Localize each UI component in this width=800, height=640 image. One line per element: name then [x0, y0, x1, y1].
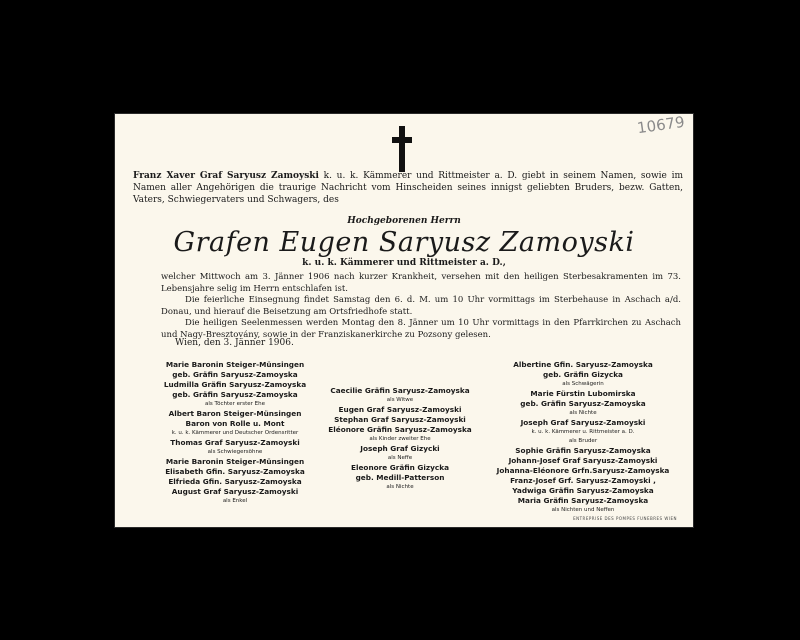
mourner-name: Caecilie Gräfin Saryusz-Zamoyska	[330, 386, 470, 395]
intro-text	[133, 170, 683, 206]
relation-note: als Schwiegersöhne	[207, 449, 263, 455]
honorific: Hochgeborenen Herrn	[347, 216, 461, 226]
deceased-name: Grafen Eugen Saryusz Zamoyski	[173, 227, 635, 258]
mourners-column-right	[483, 360, 683, 515]
mourner-name: Albert Baron Steiger-Münsingen	[168, 409, 302, 418]
relation-note: als Nichte	[569, 410, 597, 416]
death-notice-card	[115, 114, 693, 527]
relation-note: als Enkel	[222, 498, 248, 504]
mourner-name: Ludmilla Gräfin Saryusz-Zamoyska	[163, 380, 307, 389]
cross-icon	[392, 126, 412, 172]
mourner-name: Marie Baronin Steiger-Münsingen	[165, 457, 305, 466]
mourners-column-left	[145, 360, 325, 506]
mourner-name: Maria Gräfin Saryusz-Zamoyska	[517, 496, 649, 505]
mourner-name: geb. Gräfin Saryusz-Zamoyska	[172, 370, 298, 379]
mourner-name: August Graf Saryusz-Zamoyski	[171, 487, 299, 496]
mourner-name: Stephan Graf Saryusz-Zamoyski	[334, 415, 466, 424]
relation-note: als Nichten und Neffen	[551, 507, 615, 513]
mourner-name: Marie Baronin Steiger-Münsingen	[165, 360, 305, 369]
archive-number: 10679	[636, 112, 687, 138]
mourner-name: Sophie Gräfin Saryusz-Zamoyska	[515, 446, 651, 455]
mourner-name: Yadwiga Gräfin Saryusz-Zamoyska	[512, 486, 654, 495]
mourner-name: geb. Gräfin Saryusz-Zamoyska	[172, 390, 298, 399]
mourner-name: Joseph Graf Gizycki	[360, 444, 440, 453]
relation-note: als Witwe	[386, 397, 414, 403]
mourner-name: Baron von Rolle u. Mont	[185, 419, 285, 428]
paragraph: welcher Mittwoch am 3. Jänner 1906 nach kurzer Krankheit, versehen mit den heiligen Sterbesakramenten im 73. Lebensjahre selig im Herrn entschlafen ist.	[161, 272, 681, 294]
paragraph: Die feierliche Einsegnung findet Samstag den 6. d. M. um 10 Uhr vormittags im Sterbehause in Aschach a/d. Donau, und hierauf die Beisetzung am Ortsfriedhofe statt.	[161, 295, 681, 317]
mourner-name: geb. Medill-Patterson	[355, 473, 445, 482]
mourner-name: Eléonore Gräfin Saryusz-Zamoyska	[328, 425, 472, 434]
mourner-name: Johann-Josef Graf Saryusz-Zamoyski	[508, 456, 658, 465]
mourner-name: Albertine Gfin. Saryusz-Zamoyska	[513, 360, 653, 369]
mourner-name: geb. Gräfin Saryusz-Zamoyska	[520, 399, 646, 408]
paragraph: Die heiligen Seelenmessen werden Montag den 8. Jänner um 10 Uhr vormittags in den Pfarrkirchen zu Aschach und Nagy-Bresztovány, sowie in der Franziskanerkirche zu Pozsony gelesen.	[161, 318, 681, 340]
relation-note: als Neffe	[387, 455, 413, 461]
relation-note: als Bruder	[568, 438, 598, 444]
mourner-name: geb. Gräfin Gizycka	[543, 370, 623, 379]
mourner-name: Joseph Graf Saryusz-Zamoyski	[520, 418, 646, 427]
relation-note: als Schwägerin	[562, 381, 604, 387]
relation-note: als Kinder zweiter Ehe	[369, 436, 431, 442]
printer-imprint: ENTREPRISE DES POMPES FUNEBRES WIEN	[573, 516, 677, 521]
mourner-name: Franz-Josef Grf. Saryusz-Zamoyski ,	[510, 476, 656, 485]
deceased-title: k. u. k. Kämmerer und Rittmeister a. D.,	[302, 258, 506, 268]
mourners-column-center	[315, 386, 485, 492]
mourner-name: Elisabeth Gfin. Saryusz-Zamoyska	[165, 467, 305, 476]
date-line: Wien, den 3. Jänner 1906.	[175, 338, 294, 348]
mourner-name: Elfrieda Gfin. Saryusz-Zamoyska	[168, 477, 302, 486]
notice-body	[161, 272, 681, 341]
mourner-name: Thomas Graf Saryusz-Zamoyski	[170, 438, 300, 447]
relation-note: k. u. k. Kämmerer und Deutscher Ordensritter	[171, 430, 299, 436]
relation-note: als Nichte	[386, 484, 414, 490]
relation-note: k. u. k. Kämmerer u. Rittmeister a. D.	[531, 429, 635, 435]
intro-body: k. u. k. Kämmerer und Rittmeister a. D. giebt in seinem Namen, sowie im Namen aller Angehörigen die traurige Nachricht vom Hinscheiden seines innigst geliebten Bruders, bezw. Gatten, Vaters, Schwiegervaters und Schwagers, des	[133, 171, 683, 205]
mourner-name: Johanna-Eléonore Grfn.Saryusz-Zamoyska	[496, 466, 670, 475]
announcer-name: Franz Xaver Graf Saryusz Zamoyski	[133, 171, 319, 181]
mourner-name: Eugen Graf Saryusz-Zamoyski	[338, 405, 462, 414]
mourner-name: Marie Fürstin Lubomirska	[530, 389, 636, 398]
relation-note: als Töchter erster Ehe	[205, 401, 265, 407]
mourner-name: Eleonore Gräfin Gizycka	[351, 463, 449, 472]
